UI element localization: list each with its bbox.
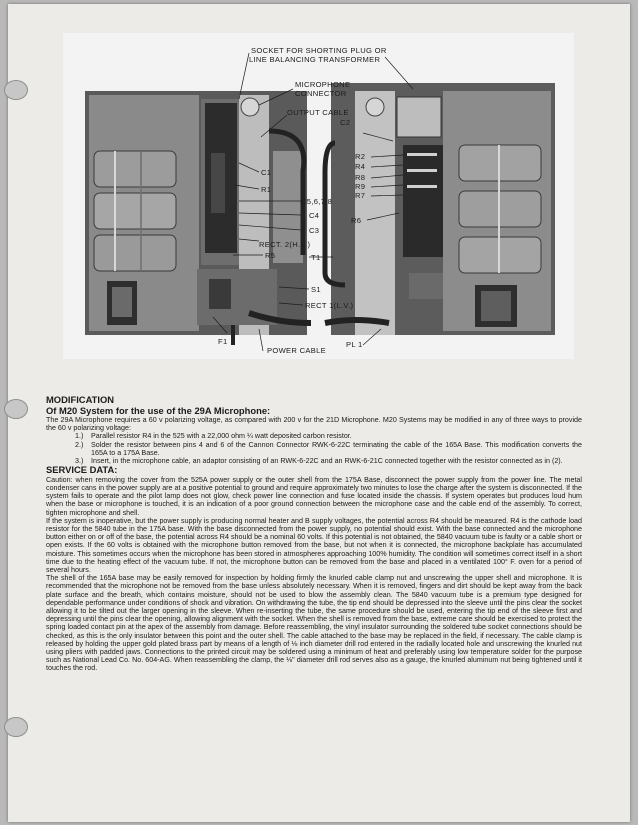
label-t1: T1 [311,253,321,262]
label-r5: R5 [265,251,276,260]
power-supply-photo [63,33,574,359]
body-text [46,395,582,673]
label-r6: R6 [351,216,362,225]
label-socket-1: SOCKET FOR SHORTING PLUG OR [251,46,387,55]
list-number: 1.) [75,432,84,441]
list-item [46,441,582,457]
list-text: Parallel resistor R4 in the 525 with a 22,000 ohm ¼ watt deposited carbon resistor. [91,432,352,441]
label-c4: C4 [309,211,320,220]
list-number: 3.) [75,457,84,466]
label-pl1: PL 1 [346,340,363,349]
list-number: 2.) [75,440,84,449]
service-paragraph: The shell of the 165A base may be easily removed for inspection by holding firmly the knurled cable clamp nut and unscrewing the upper shell and microphone. It is recommended that the microphone not be removed from the base unless absolutely necessary. When it is removed, fingers and dirt should be kept away from the back plate surface and the breath, which contains moisture, should not be used to blow the assembly clean. The 5840 vacuum tube is a premium type designed for dependable performance under conditions of shock and vibration. On withdrawing the tube, the tip end should be depressed into the sleeve until the pins clear the socket allowing it to be tilted out the larger opening in the sleeve. When re-inserting the tube, the same procedure should be used, entering the tip end of the sleeve first and depressing until the pins clear the opening, allowing alignment with the socket. When the shell is removed from the base, extreme care should be exercised to protect the spring loaded contact pin at the apex of the assembly from damage. Before reassembling, the vinyl insulator surrounding the soldered tube socket connections should be checked, as this is the only insulator between this point and the outer shell. The cable attached to the base may be replaced in the field, if necessary. The cable clamp is released by holding the upper gold plated brass part by means of a length of ⅛ inch diameter drill rod entered in the radially located hole and unscrewing the knurled nut using pliers with padded jaws. Connections to the printed circuit may be soldered using a minimum of heat and preferably using low temperature solder for the purpose such as National Lead Co. No. 604-AG. When reassembling the clamp, the ⅛" diameter drill rod serves also as a gauge, the knurled aluminum nut being tightened until it touches the rod. [46,574,582,673]
right-chassis [325,83,555,335]
chassis-illustration [63,33,574,359]
label-output-cable: OUTPUT CABLE [287,108,349,117]
binder-hole [4,80,28,100]
label-c2: C2 [340,118,351,127]
service-heading: SERVICE DATA: [46,464,118,476]
binder-hole [4,399,28,419]
label-r1: R1 [261,185,272,194]
label-c1: C1 [261,168,272,177]
label-rect1: RECT 1(L.V.) [305,301,354,310]
service-paragraph: Caution: when removing the cover from the 525A power supply or the outer shell from the 175A Base, disconnect the power supply from the power line. The metal condenser cans in the power supply are at a positive potential to ground and require approximately two minutes to lose the charge after the system is disconnected. If the system fails to operate and the pilot lamp does not glow, check power line connection and fuse located inside the chassis. If system operates but produces loud hum when the base or microphone is touched, it is an indication of a poor ground connection between the microphone case and the cable end of the assembly. To correct, tighten microphone and shell. [46,475,582,517]
binder-hole [4,717,28,737]
modification-heading: MODIFICATION [46,394,115,405]
list-item [46,432,582,440]
label-r4: R4 [355,162,366,171]
label-rect2: RECT. 2(H.V.) [259,240,311,249]
list-text: Solder the resistor between pins 4 and 6 of the Cannon Connector RWK-6-22C terminating the cable of the 165A Base. This modification converts the 165A to a 175A Base. [91,440,582,457]
label-r9: R9 [355,182,366,191]
label-c5678: C5,6,7,8 [301,197,333,206]
modification-list [46,432,582,465]
left-chassis [85,91,311,345]
modification-intro: The 29A Microphone requires a 60 v polarizing voltage, as compared with 200 v for the 21D Microphone. M20 Systems may be modified in any of three ways to provide the 60 v polarizing voltage: [46,416,582,433]
service-paragraph: If the system is inoperative, but the power supply is producing normal heater and B supply voltages, the potential across R4 should be measured. R4 is the cathode load resistor for the 5840 tube in the 175A base. With the base disconnected from the power supply, no potential should exist. With the base connected and the microphone button either on or off of the base, the potential across R4 should be a nominal 60 volts. If this potential is not obtained, the 5840 vacuum tube is faulty or a cable short or open exists. If the 60 volts is obtained with the microphone button removed from the base, but not when it is connected, the microphone backplate has accumulated moisture. This sometimes occurs when the microphone has been stored in atmospheres approaching 100% humidity. The condition will sometimes correct itself in a short time due to the heating effect of the vacuum tube. If not, the microphone button can be removed from the base and placed in a ventilated 100° F. oven for a period of several hours. [46,516,582,574]
label-c3: C3 [309,226,320,235]
label-connector: CONNECTOR [295,89,347,98]
list-item [46,457,582,465]
label-r8: R8 [355,173,366,182]
label-s1: S1 [311,285,321,294]
label-socket-2: LINE BALANCING TRANSFORMER [249,55,381,64]
label-f1: F1 [218,337,228,346]
label-power-cable: POWER CABLE [267,346,326,355]
modification-subheading: Of M20 System for the use of the 29A Microphone: [46,404,271,416]
label-microphone: MICROPHONE [295,80,351,89]
label-r2: R2 [355,152,366,161]
label-r7: R7 [355,191,366,200]
list-text: Insert, in the microphone cable, an adaptor consisting of an RWK-6-22C and an RWK-6-21C connected together with the resistor connected as in (2). [91,457,563,466]
